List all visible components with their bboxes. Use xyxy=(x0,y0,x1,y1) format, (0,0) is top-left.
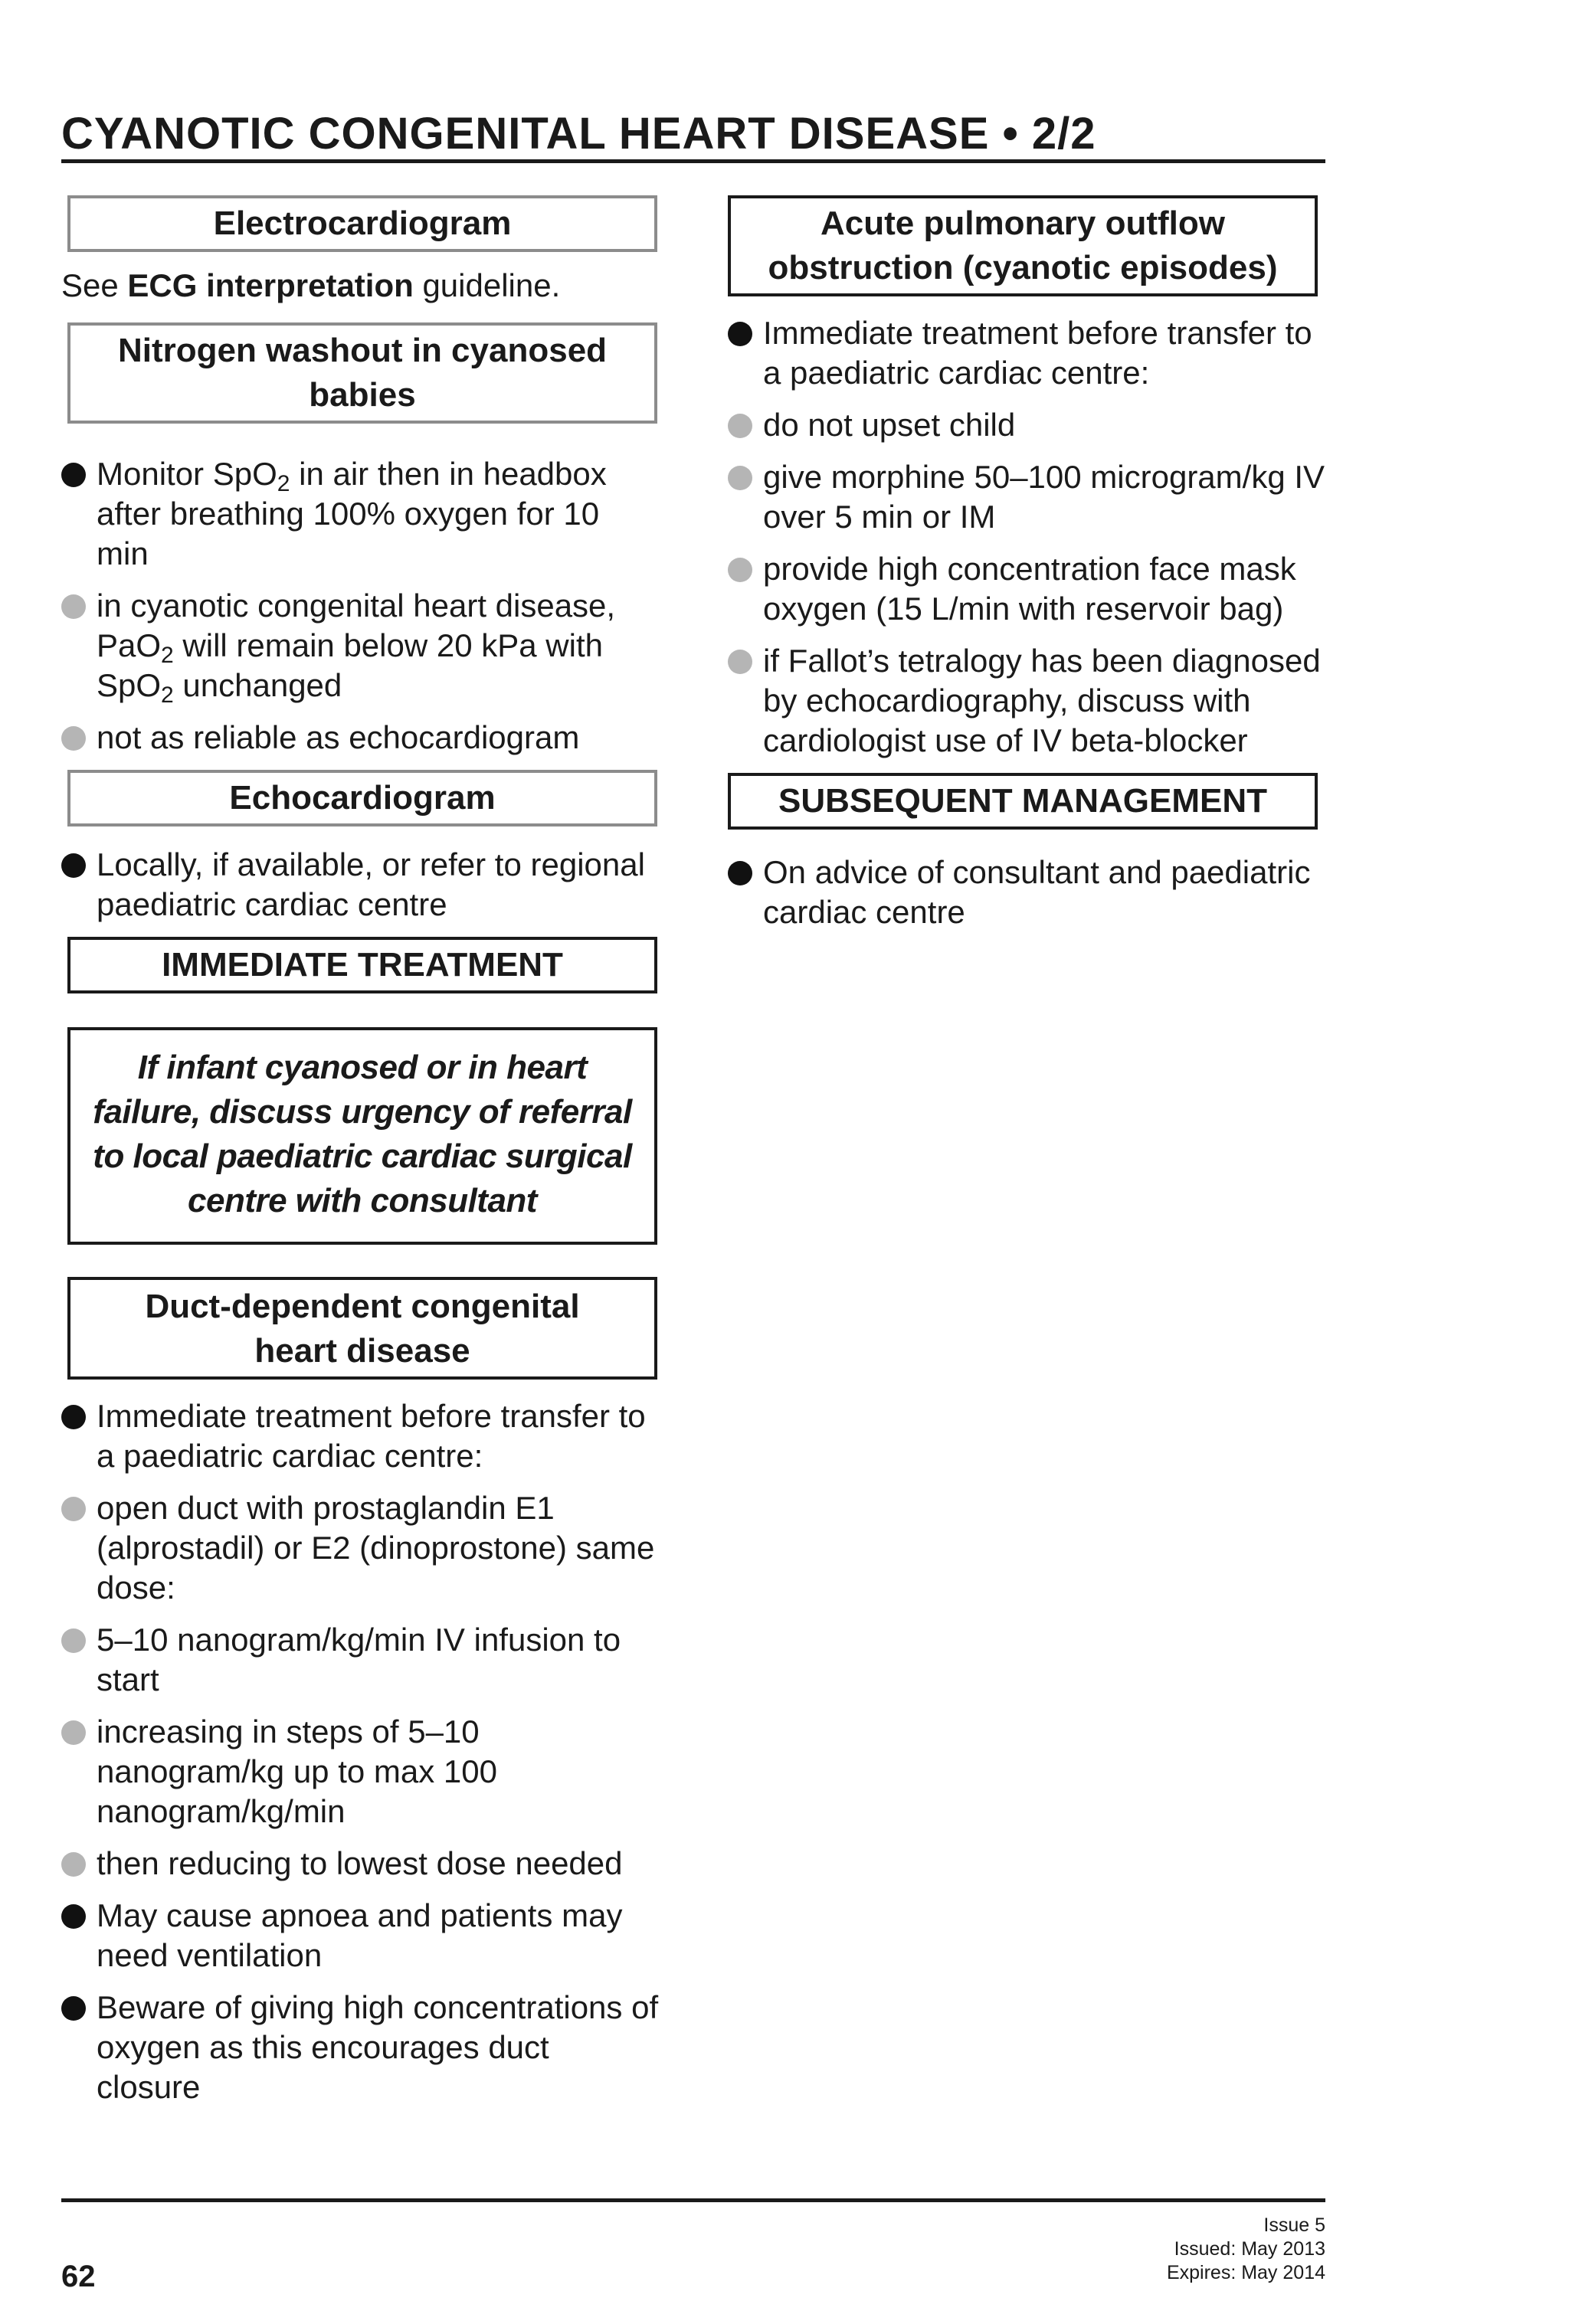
echo-heading: Echocardiogram xyxy=(67,770,657,826)
list-item-text: then reducing to lowest dose needed xyxy=(97,1845,623,1881)
issue-label: Issue 5 xyxy=(1263,2214,1325,2236)
list-item xyxy=(61,1712,659,1831)
expires-date: Expires: May 2014 xyxy=(1166,2262,1325,2283)
ecg-text xyxy=(61,266,659,306)
nitrogen-s2: not as reliable as echocardiogram xyxy=(97,719,580,755)
echo-list xyxy=(61,845,659,925)
title-rule xyxy=(61,159,1325,163)
sub-bullet-icon xyxy=(728,558,752,582)
duct-list xyxy=(61,1396,659,2107)
list-item xyxy=(61,1620,659,1700)
sub-bullet-icon xyxy=(728,414,752,438)
ecg-text-pre: See xyxy=(61,267,128,303)
nitrogen-heading: Nitrogen washout in cyanosed babies xyxy=(67,322,657,424)
subsequent-management-heading: SUBSEQUENT MANAGEMENT xyxy=(728,773,1318,830)
list-item xyxy=(61,1896,659,1975)
bullet-icon xyxy=(728,861,752,885)
sub-bullet-icon xyxy=(61,726,86,751)
left-column xyxy=(61,195,659,2119)
bullet-icon xyxy=(61,463,86,487)
issue-info xyxy=(1167,2214,1325,2285)
list-item xyxy=(61,1396,659,1476)
immediate-treatment-heading: IMMEDIATE TREATMENT xyxy=(67,937,657,993)
list-item-text: Immediate treatment before transfer to a paediatric cardiac centre: xyxy=(97,1398,646,1474)
ecg-text-post: guideline. xyxy=(413,267,561,303)
nitrogen-b1-a: Monitor SpO xyxy=(97,456,277,492)
subsequent-list xyxy=(728,853,1333,932)
bullet-icon xyxy=(61,1996,86,2021)
sub-bullet-icon xyxy=(728,466,752,490)
nitrogen-list xyxy=(61,454,659,758)
nitrogen-s1-sub: 2 xyxy=(161,643,174,668)
list-item xyxy=(61,718,659,758)
page-number: 62 xyxy=(61,2260,96,2293)
sub-bullet-icon xyxy=(61,1852,86,1877)
list-item xyxy=(61,1844,659,1884)
list-item xyxy=(728,457,1333,537)
list-item-text: provide high concentration face mask oxygen (15 L/min with reservoir bag) xyxy=(763,551,1296,627)
list-item-text: give morphine 50–100 microgram/kg IV over 5 min or IM xyxy=(763,459,1325,535)
ecg-heading: Electrocardiogram xyxy=(67,195,657,252)
list-item xyxy=(728,313,1333,393)
list-item xyxy=(728,641,1333,761)
bullet-icon xyxy=(61,1405,86,1429)
issued-date: Issued: May 2013 xyxy=(1174,2238,1325,2260)
list-item xyxy=(728,405,1333,445)
nitrogen-b1-sub: 2 xyxy=(277,471,290,496)
list-item-text: open duct with prostaglandin E1 (alprostadil) or E2 (dinoprostone) same dose: xyxy=(97,1490,655,1606)
echo-b1: Locally, if available, or refer to regional paediatric cardiac centre xyxy=(97,846,645,922)
list-item xyxy=(61,1988,659,2107)
list-item xyxy=(61,454,659,574)
nitrogen-s1-sub2: 2 xyxy=(161,682,174,708)
bullet-icon xyxy=(61,853,86,878)
footer-rule xyxy=(61,2198,1325,2202)
nitrogen-s1-b: will remain below 20 kPa with SpO xyxy=(97,627,603,703)
sub-bullet-icon xyxy=(61,1628,86,1653)
bullet-icon xyxy=(61,1904,86,1929)
list-item xyxy=(728,853,1333,932)
list-item-text: do not upset child xyxy=(763,407,1016,443)
sub-bullet-icon xyxy=(61,1720,86,1745)
list-item-text: 5–10 nanogram/kg/min IV infusion to start xyxy=(97,1622,621,1697)
list-item xyxy=(61,1488,659,1608)
page-title: CYANOTIC CONGENITAL HEART DISEASE • 2/2 xyxy=(61,109,1096,159)
bullet-icon xyxy=(728,322,752,346)
subsequent-b1: On advice of consultant and paediatric cardiac centre xyxy=(763,854,1311,930)
nitrogen-s1-a: in cyanotic congenital heart disease, PaO xyxy=(97,588,616,663)
sub-bullet-icon xyxy=(728,650,752,674)
list-item xyxy=(61,845,659,925)
acute-heading: Acute pulmonary outflow obstruction (cyanotic episodes) xyxy=(728,195,1318,296)
nitrogen-s1-c: unchanged xyxy=(173,667,342,703)
list-item-text: if Fallot’s tetralogy has been diagnosed by echocardiography, discuss with cardiologist use of IV beta-blocker xyxy=(763,643,1321,758)
ecg-guideline-link: ECG interpretation xyxy=(127,267,414,303)
list-item xyxy=(61,586,659,708)
right-column xyxy=(728,195,1333,944)
sub-bullet-icon xyxy=(61,594,86,619)
list-item-text: Immediate treatment before transfer to a paediatric cardiac centre: xyxy=(763,315,1312,391)
list-item-text: Beware of giving high concentrations of oxygen as this encourages duct closure xyxy=(97,1989,659,2105)
acute-list xyxy=(728,313,1333,761)
list-item xyxy=(728,549,1333,629)
sub-bullet-icon xyxy=(61,1497,86,1521)
referral-warning-box: If infant cyanosed or in heart failure, discuss urgency of referral to local paediatric cardiac surgical centre with consultant xyxy=(67,1027,657,1245)
nitrogen-b1-b: in air then in headbox after breathing 100% oxygen for 10 min xyxy=(97,456,607,571)
duct-heading: Duct-dependent congenital heart disease xyxy=(67,1277,657,1380)
list-item-text: increasing in steps of 5–10 nanogram/kg up to max 100 nanogram/kg/min xyxy=(97,1714,497,1829)
list-item-text: May cause apnoea and patients may need ventilation xyxy=(97,1897,623,1973)
